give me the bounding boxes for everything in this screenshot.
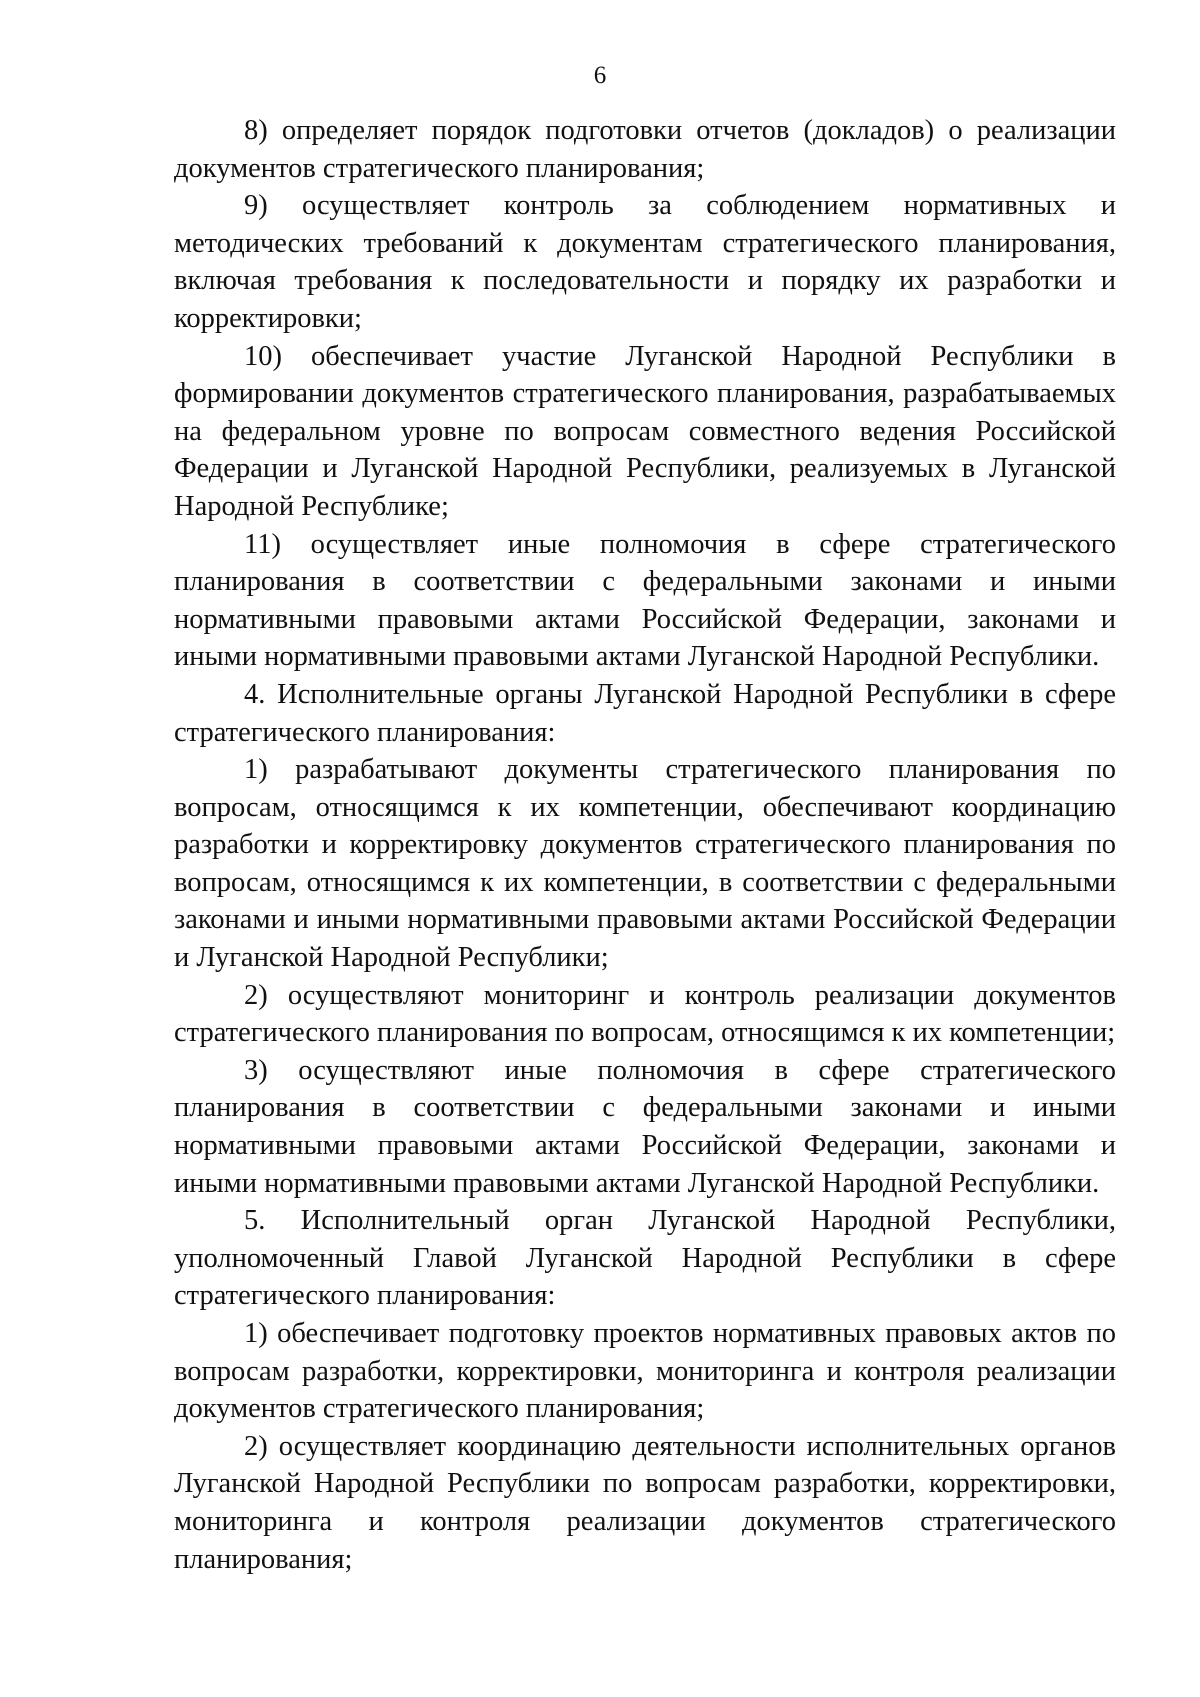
paragraph-section-4: 4. Исполнительные органы Луганской Народной Республики в сфере стратегического планирования: (174, 678, 1116, 748)
paragraph-item-9: 9) осуществляет контроль за соблюдением нормативных и методических требований к документам стратегического планирования, включая требования к последовательности и порядку их разработки и корректировки; (174, 190, 1116, 334)
paragraph-item-8: 8) определяет порядок подготовки отчетов (докладов) о реализации документов стратегического планирования; (174, 115, 1116, 184)
paragraph-section-5-item-2: 2) осуществляет координацию деятельности исполнительных органов Луганской Народной Республики по вопросам разработки, корректировки, мониторинга и контроля реализации документов стратегического планирования; (174, 1430, 1116, 1575)
document-body (174, 112, 1116, 1578)
paragraph-section-5: 5. Исполнительный орган Луганской Народной Республики, уполномоченный Главой Луганской Народной Республики в сфере стратегического планирования: (174, 1205, 1116, 1312)
page-number: 6 (593, 62, 607, 89)
paragraph-item-10: 10) обеспечивает участие Луганской Народной Республики в формировании документов стратегического планирования, разрабатываемых на федеральном уровне по вопросам совместного ведения Российской Федерации и Луганской Народной Республики, реализуемых в Луганской Народной Республике; (174, 340, 1116, 522)
paragraph-item-11: 11) осуществляет иные полномочия в сфере стратегического планирования в соответствии с федеральными законами и иными нормативными правовыми актами Российской Федерации, законами и иными нормативными правовыми актами Луганской Народной Республики. (174, 528, 1116, 673)
paragraph-section-5-item-1: 1) обеспечивает подготовку проектов нормативных правовых актов по вопросам разработки, корректировки, мониторинга и контроля реализации документов стратегического планирования; (174, 1318, 1116, 1425)
paragraph-section-4-item-2: 2) осуществляют мониторинг и контроль реализации документов стратегического планирования по вопросам, относящимся к их компетенции; (174, 979, 1116, 1049)
paragraph-section-4-item-3: 3) осуществляют иные полномочия в сфере стратегического планирования в соответствии с федеральными законами и иными нормативными правовыми актами Российской Федерации, законами и иными нормативными правовыми актами Луганской Народной Республики. (174, 1054, 1116, 1199)
paragraph-section-4-item-1: 1) разрабатывают документы стратегического планирования по вопросам, относящимся к их компетенции, обеспечивают координацию разработки и корректировку документов стратегического планирования по вопросам, относящимся к их компетенции, в соответствии с федеральными законами и иными нормативными правовыми актами Российской Федерации и Луганской Народной Республики; (174, 754, 1116, 974)
